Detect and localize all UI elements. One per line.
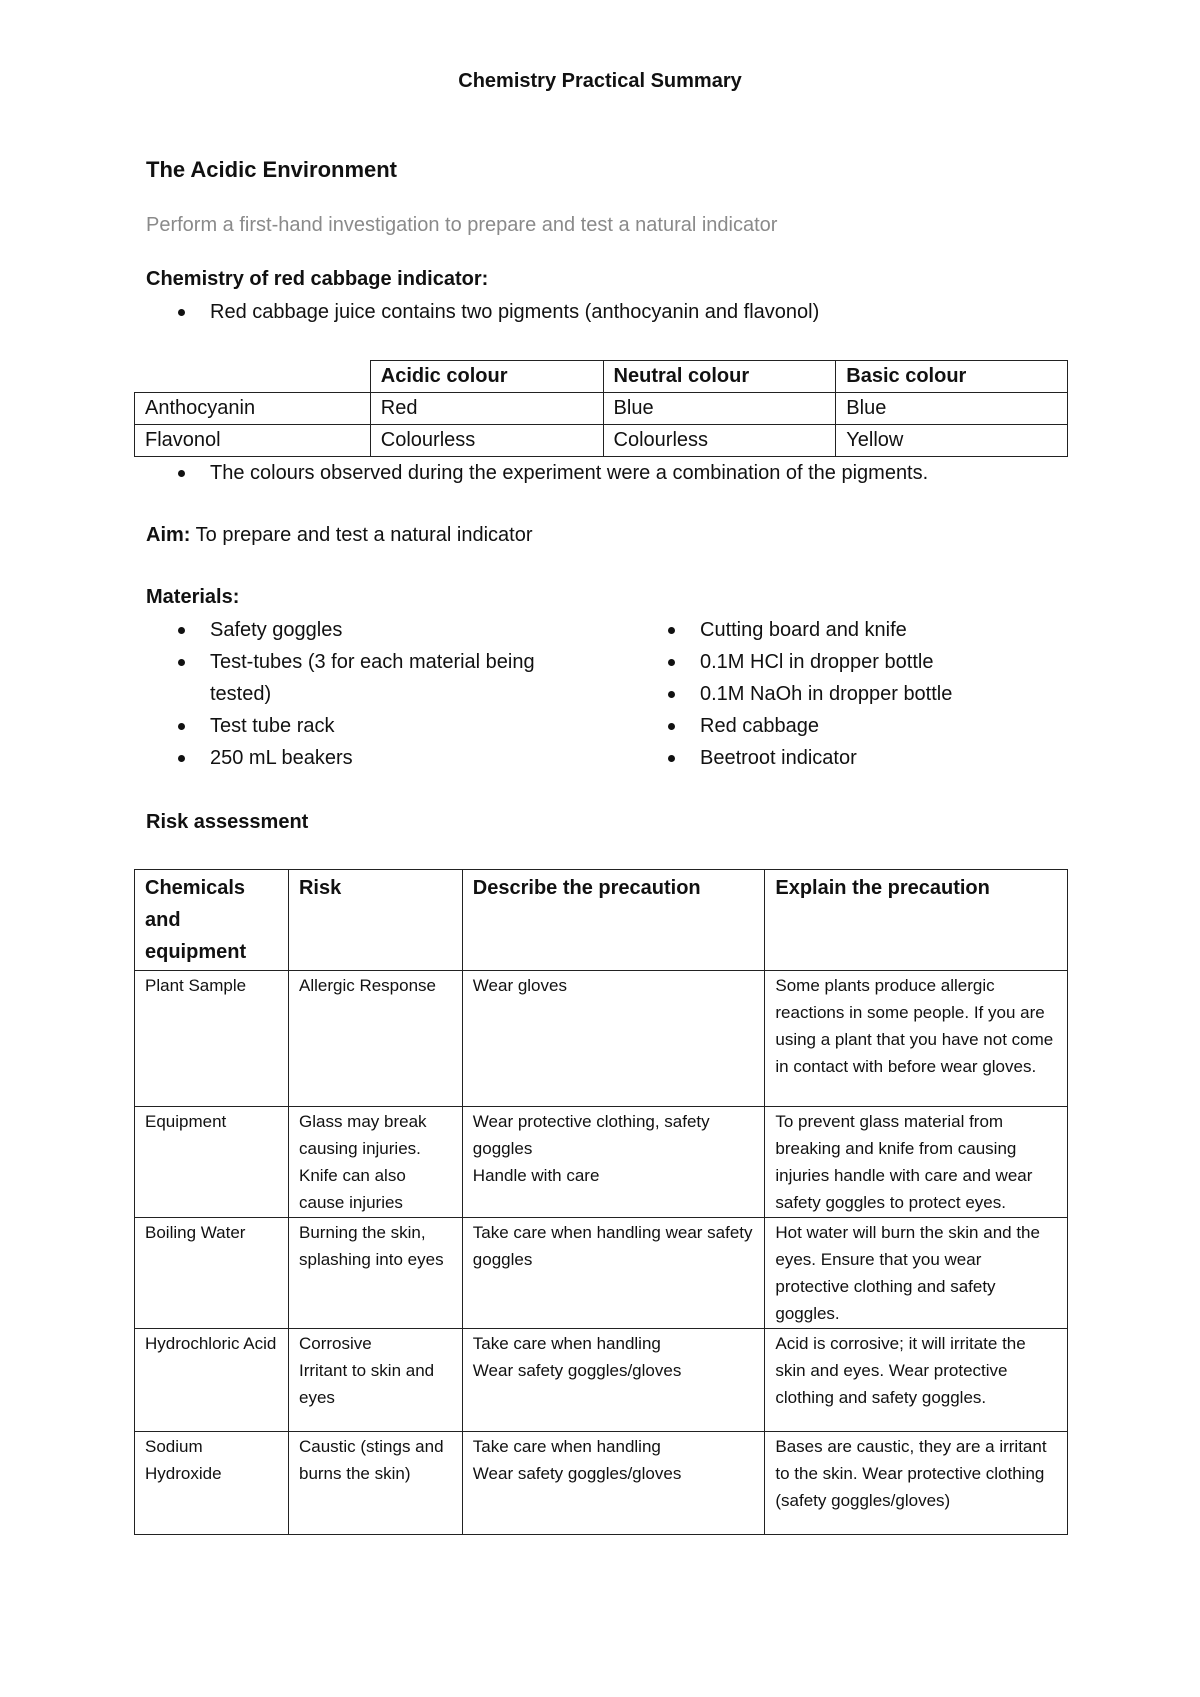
aim-label: Aim: bbox=[146, 524, 191, 546]
risk-cell: Allergic Response bbox=[288, 971, 462, 1107]
pigment-cell: Colourless bbox=[603, 425, 836, 457]
observation-bullets bbox=[146, 457, 928, 489]
risk-header: Risk bbox=[288, 870, 462, 971]
pigment-header: Neutral colour bbox=[603, 361, 836, 393]
pigment-header: Acidic colour bbox=[370, 361, 603, 393]
aim-text: To prepare and test a natural indicator bbox=[190, 524, 533, 546]
pigment-header-row bbox=[135, 361, 1068, 393]
risk-cell: Acid is corrosive; it will irritate the skin and eyes. Wear protective clothing and safety goggles. bbox=[765, 1329, 1068, 1432]
pigment-cell: Blue bbox=[836, 393, 1068, 425]
risk-header: Chemicals and equipment bbox=[135, 870, 289, 971]
pigment-header: Basic colour bbox=[836, 361, 1068, 393]
risk-row bbox=[135, 1107, 1068, 1218]
risk-cell: Burning the skin, splashing into eyes bbox=[288, 1218, 462, 1329]
risk-cell: Sodium Hydroxide bbox=[135, 1432, 289, 1535]
material-item: Test tube rack bbox=[146, 710, 566, 742]
risk-cell: Take care when handling Wear safety goggles/gloves bbox=[462, 1432, 765, 1535]
subtitle: Perform a first-hand investigation to prepare and test a natural indicator bbox=[146, 214, 778, 236]
pigment-cell: Colourless bbox=[370, 425, 603, 457]
aim-line bbox=[146, 524, 533, 547]
pigment-table bbox=[134, 360, 1068, 457]
material-item: Cutting board and knife bbox=[636, 614, 1056, 646]
pigment-row bbox=[135, 425, 1068, 457]
risk-cell: To prevent glass material from breaking and knife from causing injuries handle with care and wear safety goggles to protect eyes. bbox=[765, 1107, 1068, 1218]
material-item: Beetroot indicator bbox=[636, 742, 1056, 774]
pigment-cell: Red bbox=[370, 393, 603, 425]
section-title: The Acidic Environment bbox=[146, 157, 398, 182]
pigment-header-blank bbox=[135, 361, 371, 393]
observation-bullet: The colours observed during the experiment were a combination of the pigments. bbox=[146, 457, 928, 489]
risk-cell: Wear gloves bbox=[462, 971, 765, 1107]
risk-cell: Bases are caustic, they are a irritant to the skin. Wear protective clothing (safety goggles/gloves) bbox=[765, 1432, 1068, 1535]
risk-cell: Equipment bbox=[135, 1107, 289, 1218]
risk-cell: Boiling Water bbox=[135, 1218, 289, 1329]
risk-header: Explain the precaution bbox=[765, 870, 1068, 971]
material-item: Safety goggles bbox=[146, 614, 566, 646]
material-item: Test-tubes (3 for each material being tested) bbox=[146, 646, 540, 710]
risk-row bbox=[135, 971, 1068, 1107]
material-item: 0.1M HCl in dropper bottle bbox=[636, 646, 1056, 678]
pigment-cell: Blue bbox=[603, 393, 836, 425]
risk-cell: Plant Sample bbox=[135, 971, 289, 1107]
chemistry-bullets bbox=[146, 296, 819, 328]
pigment-cell: Flavonol bbox=[135, 425, 371, 457]
risk-cell: Take care when handling Wear safety goggles/gloves bbox=[462, 1329, 765, 1432]
risk-cell: Wear protective clothing, safety goggles Handle with care bbox=[462, 1107, 765, 1218]
risk-row bbox=[135, 1329, 1068, 1432]
material-item: Red cabbage bbox=[636, 710, 1056, 742]
risk-row bbox=[135, 1218, 1068, 1329]
risk-cell: Hot water will burn the skin and the eyes. Ensure that you wear protective clothing and safety goggles. bbox=[765, 1218, 1068, 1329]
pigment-cell: Yellow bbox=[836, 425, 1068, 457]
materials-list-right bbox=[636, 614, 1056, 774]
risk-cell: Some plants produce allergic reactions in some people. If you are using a plant that you have not come in contact with before wear gloves. bbox=[765, 971, 1068, 1107]
materials-list-left bbox=[146, 614, 566, 774]
risk-cell: Caustic (stings and burns the skin) bbox=[288, 1432, 462, 1535]
risk-header-row bbox=[135, 870, 1068, 971]
risk-heading: Risk assessment bbox=[146, 811, 309, 833]
risk-cell: Corrosive Irritant to skin and eyes bbox=[288, 1329, 462, 1432]
material-item: 250 mL beakers bbox=[146, 742, 566, 774]
risk-header: Describe the precaution bbox=[462, 870, 765, 971]
risk-row bbox=[135, 1432, 1068, 1535]
chemistry-bullet: Red cabbage juice contains two pigments (anthocyanin and flavonol) bbox=[146, 296, 819, 328]
risk-cell: Take care when handling wear safety goggles bbox=[462, 1218, 765, 1329]
risk-table bbox=[134, 869, 1068, 1535]
page-title: Chemistry Practical Summary bbox=[458, 70, 742, 92]
pigment-cell: Anthocyanin bbox=[135, 393, 371, 425]
pigment-row bbox=[135, 393, 1068, 425]
risk-cell: Glass may break causing injuries. Knife can also cause injuries bbox=[288, 1107, 462, 1218]
material-item: 0.1M NaOh in dropper bottle bbox=[636, 678, 1056, 710]
materials-heading: Materials: bbox=[146, 586, 240, 608]
chemistry-heading: Chemistry of red cabbage indicator: bbox=[146, 268, 489, 290]
risk-cell: Hydrochloric Acid bbox=[135, 1329, 289, 1432]
